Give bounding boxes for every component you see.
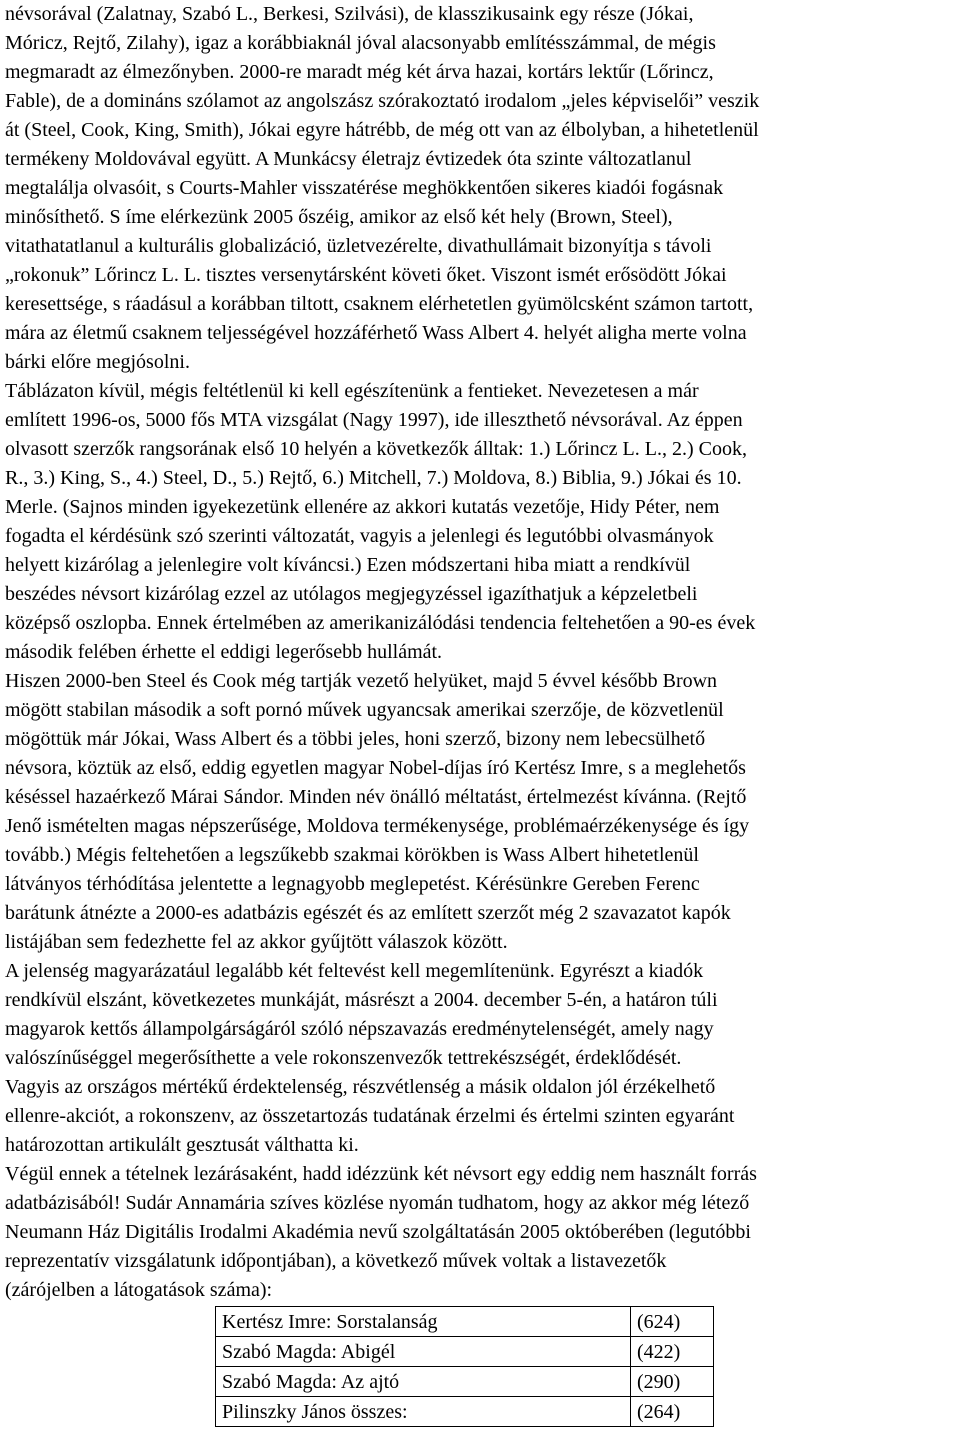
text-line: R., 3.) King, S., 4.) Steel, D., 5.) Rejtő, 6.) Mitchell, 7.) Moldova, 8.) Biblia, 9.) Jókai és 10. bbox=[5, 467, 742, 489]
text-line: látványos térhódítása jelentette a legnagyobb meglepetést. Kérésünkre Gereben Ferenc bbox=[5, 873, 700, 895]
table-row bbox=[216, 1307, 714, 1337]
text-line: valószínűséggel megerősíthette a vele rokonszenvezők tettrekészségét, érdeklődését. bbox=[5, 1047, 682, 1069]
text-line: keresettsége, s ráadásul a korábban tiltott, csaknem elérhetetlen gyümölcsként számon tartott, bbox=[5, 293, 754, 315]
text-line: A jelenség magyarázatául legalább két feltevést kell megemlítenünk. Egyrészt a kiadók bbox=[5, 960, 704, 982]
text-line: középső oszlopba. Ennek értelmében az amerikanizálódási tendencia feltehetően a 90-es évek bbox=[5, 612, 756, 634]
work-title-cell: Szabó Magda: Abigél bbox=[216, 1337, 631, 1367]
text-line: Végül ennek a tételnek lezárásaként, hadd idézzünk két névsort egy eddig nem használt forrás bbox=[5, 1163, 757, 1185]
text-line: Fable), de a domináns szólamot az angolszász szórakoztató irodalom „jeles képviselői” veszik bbox=[5, 90, 760, 112]
work-title-cell: Pilinszky János összes: bbox=[216, 1397, 631, 1427]
work-title-cell: Szabó Magda: Az ajtó bbox=[216, 1367, 631, 1397]
text-line: adatbázisából! Sudár Annamária szíves közlése nyomán tudhatom, hogy az akkor még létező bbox=[5, 1192, 750, 1214]
text-line: Merle. (Sajnos minden igyekezetünk ellenére az akkori kutatás vezetője, Hidy Péter, nem bbox=[5, 496, 720, 518]
text-line: mögöttük már Jókai, Wass Albert és a többi jeles, honi szerző, bizony nem lebecsülhető bbox=[5, 728, 706, 750]
visit-count-cell: (264) bbox=[631, 1397, 714, 1427]
text-line: ellenre-akciót, a rokonszenv, az összetartozás tudatának érzelmi és értelmi szinten egyaránt bbox=[5, 1105, 735, 1127]
text-line: névsorával (Zalatnay, Szabó L., Berkesi, Szilvási), de klasszikusaink egy része (Jókai, bbox=[5, 3, 694, 25]
text-line: reprezentatív vizsgálatunk időpontjában), a következő művek voltak a listavezetők bbox=[5, 1250, 667, 1272]
text-line: késéssel hazaérkező Márai Sándor. Minden név önálló méltatást, értelmezést kívánna. (Rejtő bbox=[5, 786, 747, 808]
visit-count-cell: (624) bbox=[631, 1307, 714, 1337]
text-line: második felében érhette el eddigi legerősebb hullámát. bbox=[5, 641, 443, 663]
visit-count-cell: (290) bbox=[631, 1367, 714, 1397]
table-row bbox=[216, 1337, 714, 1367]
text-line: magyarok kettős állampolgárságáról szóló népszavazás eredménytelenségét, amely nagy bbox=[5, 1018, 714, 1040]
text-line: névsora, köztük az első, eddig egyetlen magyar Nobel-díjas író Kertész Imre, s a meglehetős bbox=[5, 757, 746, 779]
text-line: barátunk átnézte a 2000-es adatbázis egészét és az említett szerzőt még 2 szavazatot kapók bbox=[5, 902, 731, 924]
text-line: „rokonuk” Lőrincz L. L. tisztes versenytársként követi őket. Viszont ismét erősödött Jókai bbox=[5, 264, 727, 286]
text-line: vitathatatlanul a kulturális globalizáció, üzletvezérelte, divathullámait bizonyítja s távoli bbox=[5, 235, 712, 257]
text-line: említett 1996-os, 5000 fős MTA vizsgálat (Nagy 1997), ide illeszthető névsorával. Az éppen bbox=[5, 409, 743, 431]
text-line: határozottan artikulált gesztusát válthatta ki. bbox=[5, 1134, 359, 1156]
text-line: át (Steel, Cook, King, Smith), Jókai egyre hátrébb, de még ott van az élbolyban, a hihetetlenül bbox=[5, 119, 759, 141]
text-line: beszédes névsort kizárólag ezzel az utólagos megjegyzéssel igazíthatjuk a képzeletbeli bbox=[5, 583, 698, 605]
text-line: fogadta el kérdésünk szó szerinti változatát, vagyis a jelenlegi és legutóbbi olvasmányok bbox=[5, 525, 714, 547]
text-line: termékeny Moldovával együtt. A Munkácsy életrajz évtizedek óta szinte változatlanul bbox=[5, 148, 692, 170]
text-line: Móricz, Rejtő, Zilahy), igaz a korábbiaknál jóval alacsonyabb említésszámmal, de mégis bbox=[5, 32, 716, 54]
text-line: mögött stabilan második a soft pornó művek ugyancsak amerikai szerzője, de közvetlenül bbox=[5, 699, 724, 721]
document-body bbox=[5, 0, 960, 1305]
work-title-cell: Kertész Imre: Sorstalanság bbox=[216, 1307, 631, 1337]
text-line: bárki előre megjósolni. bbox=[5, 351, 190, 373]
text-line: (zárójelben a látogatások száma): bbox=[5, 1279, 273, 1301]
text-line: megmaradt az élmezőnyben. 2000-re maradt még két árva hazai, kortárs lektűr (Lőrincz, bbox=[5, 61, 714, 83]
text-line: listájában sem fedezhette fel az akkor gyűjtött válaszok között. bbox=[5, 931, 508, 953]
text-line: Hiszen 2000-ben Steel és Cook még tartják vezető helyüket, majd 5 évvel később Brown bbox=[5, 670, 718, 692]
text-line: Neumann Ház Digitális Irodalmi Akadémia nevű szolgáltatásán 2005 októberében (legutóbbi bbox=[5, 1221, 751, 1243]
text-line: Táblázaton kívül, mégis feltétlenül ki kell egészítenünk a fentieket. Nevezetesen a már bbox=[5, 380, 699, 402]
table-row bbox=[216, 1397, 714, 1427]
text-line: Jenő ismételten magas népszerűsége, Moldova termékenysége, problémaérzékenysége és így bbox=[5, 815, 750, 837]
visits-table bbox=[215, 1306, 714, 1427]
text-line: megtalálja olvasóit, s Courts-Mahler visszatérése meghökkentően sikeres kiadói fogásnak bbox=[5, 177, 724, 199]
table-row bbox=[216, 1367, 714, 1397]
text-line: helyett kizárólag a jelenlegire volt kíváncsi.) Ezen módszertani hiba miatt a rendkívül bbox=[5, 554, 691, 576]
text-line: olvasott szerzők rangsorának első 10 helyén a következők álltak: 1.) Lőrincz L. L., 2.) Cook, bbox=[5, 438, 747, 460]
text-line: tovább.) Mégis feltehetően a legszűkebb szakmai körökben is Wass Albert hihetetlenül bbox=[5, 844, 699, 866]
visit-count-cell: (422) bbox=[631, 1337, 714, 1367]
text-line: rendkívül elszánt, következetes munkáját, másrészt a 2004. december 5-én, a határon túli bbox=[5, 989, 718, 1011]
text-line: mára az életmű csaknem teljességével hozzáférhető Wass Albert 4. helyét aligha merte volna bbox=[5, 322, 747, 344]
text-line: minősíthető. S íme elérkezünk 2005 őszéig, amikor az első két hely (Brown, Steel), bbox=[5, 206, 673, 228]
text-line: Vagyis az országos mértékű érdektelenség, részvétlenség a másik oldalon jól érzékelhető bbox=[5, 1076, 716, 1098]
